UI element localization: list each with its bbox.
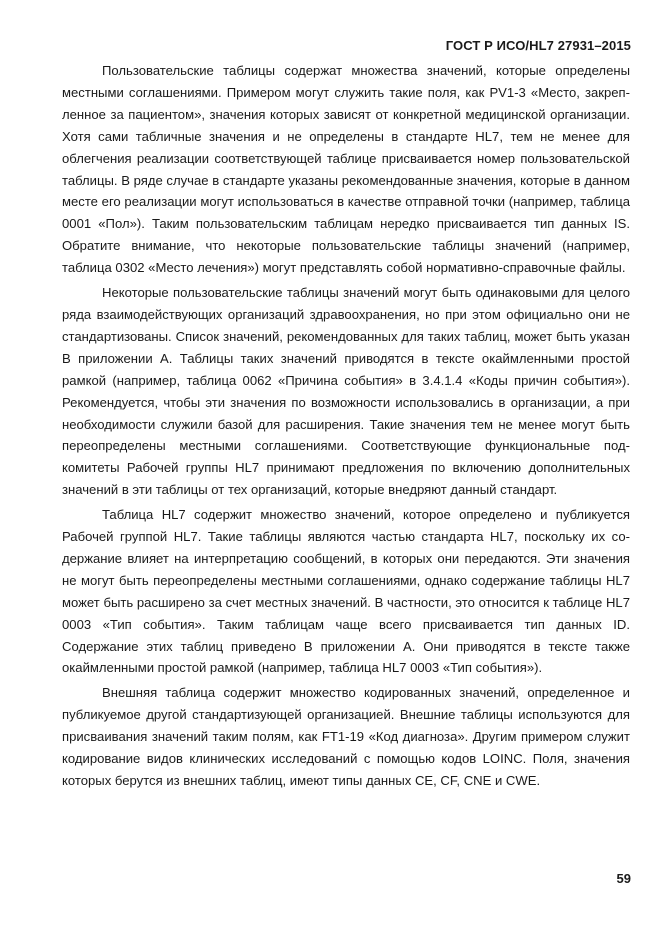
paragraph-shared-user-tables: Некоторые пользовательские таблицы значений могут быть одинаковыми для целого ряда взаимодействующих организаций здравоохранения, но при этом официально они не стандартизованы. Список значений, рекомендованных для таких таблиц, может быть указан В приложении А. Таблицы таких значений приводятся в тексте окаймленными простой рамкой (например, таблица 0062 «Причина события» в 3.4.1.4 «Коды причин события»). Рекомендуется, чтобы эти значения по возможности использовались в организации, а при необходимости служили базой для расширения. Такие значения тем не менее могут быть переопределены местными соглашениями. Соответствующие функциональные подкомитеты Рабочей группы HL7 принимают предложения по включению дополнительных значений в эти таблицы от тех организаций, которые внедряют данный стандарт. <box>62 285 630 498</box>
page-number: 59 <box>616 871 631 886</box>
document-body <box>62 60 630 795</box>
document-header: ГОСТ Р ИСО/HL7 27931–2015 <box>445 38 631 53</box>
paragraph-user-tables: Пользовательские таблицы содержат множества значений, которые определены местными соглашениями. Примером могут служить такие поля, как PV1-3 «Место, закрепленное за пациентом», значения которых зависят от конкретной медицинской организации. Хотя сами табличные значения и не определены в стандарте HL7, тем не менее для облегчения реализации соответствующей таблице присваивается номер пользовательской таблицы. В ряде случае в стандарте указаны рекомендованные значения, которые в данном месте его реализации могут использоваться в качестве отправной точки (например, таблица 0001 «Пол»). Таким пользовательским таблицам нередко присваивается тип данных IS. Обратите внимание, что некоторые пользовательские таблицы значений (например, таблица 0302 «Место лечения») могут представлять собой нормативно-справочные файлы. <box>62 63 630 276</box>
paragraph-hl7-tables: Таблица HL7 содержит множество значений, которое определено и публикуется Рабочей группой HL7. Такие таблицы являются частью стандарта HL7, поскольку их содержание влияет на интерпретацию сообщений, в которых они передаются. Эти значения не могут быть переопределены местными соглашениями, однако содержание таблицы HL7 может быть расширено за счет местных значений. В частности, это относится к таблице HL7 0003 «Тип события». Таким таблицам чаще всего присваивается тип данных ID. Содержание этих таблиц приведено В приложении А. Они приводятся в тексте также окаймленными простой рамкой (например, таблица HL7 0003 «Тип события»). <box>62 507 630 676</box>
paragraph-external-tables: Внешняя таблица содержит множество кодированных значений, определенное и публикуемое другой стандартизующей организацией. Внешние таблицы используются для присваивания значений таким полям, как FT1-19 «Код диагноза». Другим примером служит кодирование видов клинических исследований с помощью кодов LOINC. Поля, значения которых берутся из внешних таблиц, имеют типы данных CE, CF, CNE и CWE. <box>62 685 630 788</box>
